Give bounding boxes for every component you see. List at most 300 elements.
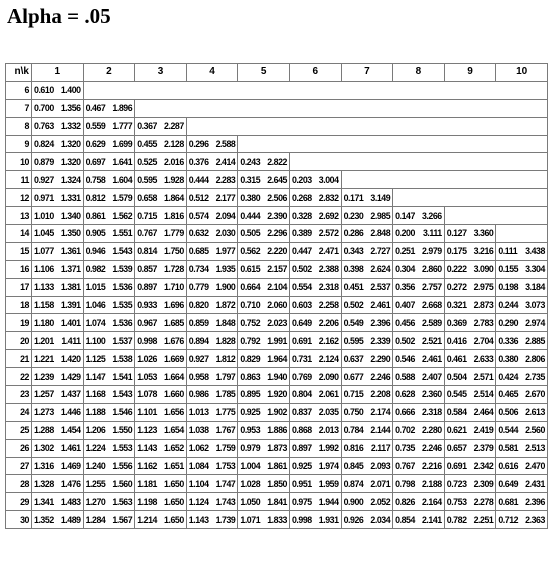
dl-value-cell: 1.270 [83,493,109,511]
empty-cell [315,153,341,171]
dl-value-cell: 0.685 [186,242,212,260]
dl-value-cell: 1.255 [83,475,109,493]
dl-value-cell: 0.465 [496,386,522,404]
table-row [6,332,548,350]
du-value-cell: 2.071 [367,475,393,493]
empty-cell [186,81,212,99]
empty-cell [264,81,290,99]
du-value-cell: 1.411 [57,332,83,350]
du-value-cell: 2.832 [315,189,341,207]
dl-value-cell: 1.158 [32,296,58,314]
dl-value-cell: 0.628 [393,386,419,404]
du-value-cell: 2.251 [470,511,496,529]
n-value-cell: 26 [6,439,32,457]
dl-value-cell: 0.502 [289,260,315,278]
empty-cell [418,171,444,189]
dl-value-cell: 0.272 [444,278,470,296]
dl-value-cell: 0.933 [135,296,161,314]
dl-value-cell: 0.447 [289,242,315,260]
du-value-cell: 2.339 [367,332,393,350]
n-value-cell: 15 [6,242,32,260]
dl-value-cell: 0.677 [341,368,367,386]
dl-value-cell: 0.753 [444,493,470,511]
du-value-cell: 1.775 [212,403,238,421]
empty-cell [496,81,522,99]
du-value-cell: 1.896 [109,99,135,117]
du-value-cell: 2.246 [418,439,444,457]
dl-value-cell: 0.407 [393,296,419,314]
du-value-cell: 1.759 [212,439,238,457]
du-value-cell: 1.747 [212,475,238,493]
du-value-cell: 2.141 [418,511,444,529]
dl-value-cell: 0.731 [289,350,315,368]
du-value-cell: 1.361 [57,242,83,260]
du-value-cell: 2.188 [418,475,444,493]
empty-cell [315,135,341,153]
empty-cell [470,81,496,99]
dl-value-cell: 0.616 [496,457,522,475]
du-value-cell: 3.090 [470,260,496,278]
empty-cell [444,207,470,225]
dl-value-cell: 0.798 [393,475,419,493]
empty-cell [341,117,367,135]
dl-value-cell: 0.380 [238,189,264,207]
table-row [6,457,548,475]
dl-value-cell: 0.603 [289,296,315,314]
empty-cell [160,81,186,99]
dl-value-cell: 0.814 [135,242,161,260]
dl-value-cell: 0.525 [135,153,161,171]
empty-cell [470,117,496,135]
du-value-cell: 1.944 [315,493,341,511]
dl-value-cell: 0.544 [496,421,522,439]
n-value-cell: 11 [6,171,32,189]
n-value-cell: 25 [6,421,32,439]
du-value-cell: 1.739 [212,511,238,529]
du-value-cell: 2.124 [315,350,341,368]
dl-value-cell: 0.467 [83,99,109,117]
table-row [6,207,548,225]
du-value-cell: 2.034 [367,511,393,529]
dl-value-cell: 0.649 [496,475,522,493]
empty-cell [135,99,161,117]
du-value-cell: 2.280 [418,421,444,439]
du-value-cell: 1.750 [160,242,186,260]
du-value-cell: 1.664 [160,368,186,386]
dl-value-cell: 0.812 [83,189,109,207]
empty-cell [341,99,367,117]
n-value-cell: 14 [6,225,32,243]
table-row [6,278,548,296]
empty-cell [264,135,290,153]
n-value-cell: 28 [6,475,32,493]
du-value-cell: 1.991 [264,332,290,350]
dl-value-cell: 0.905 [83,225,109,243]
du-value-cell: 2.521 [418,332,444,350]
du-value-cell: 2.216 [418,457,444,475]
du-value-cell: 2.560 [522,421,548,439]
table-row [6,350,548,368]
dl-value-cell: 0.398 [341,260,367,278]
dl-value-cell: 0.975 [289,493,315,511]
du-value-cell: 2.396 [367,314,393,332]
dl-value-cell: 1.078 [135,386,161,404]
dl-value-cell: 0.505 [238,225,264,243]
du-value-cell: 1.539 [109,260,135,278]
dl-value-cell: 1.257 [32,386,58,404]
empty-cell [393,189,419,207]
n-value-cell: 19 [6,314,32,332]
empty-cell [522,117,548,135]
dl-value-cell: 1.198 [135,493,161,511]
du-value-cell: 1.676 [160,332,186,350]
du-value-cell: 1.850 [264,475,290,493]
empty-cell [367,153,393,171]
dl-value-cell: 0.380 [496,350,522,368]
du-value-cell: 2.572 [315,225,341,243]
empty-cell [315,81,341,99]
empty-cell [470,135,496,153]
corner-header: n\k [6,64,32,82]
du-value-cell: 1.650 [160,511,186,529]
dl-value-cell: 0.752 [238,314,264,332]
dl-value-cell: 1.143 [135,439,161,457]
table-row [6,99,548,117]
dl-value-cell: 0.251 [393,242,419,260]
du-value-cell: 2.633 [470,350,496,368]
table-row [6,171,548,189]
du-value-cell: 2.283 [212,171,238,189]
dl-value-cell: 0.615 [238,260,264,278]
dl-value-cell: 0.986 [186,386,212,404]
table-row [6,81,548,99]
dl-value-cell: 1.273 [32,403,58,421]
empty-cell [341,153,367,171]
du-value-cell: 1.476 [57,475,83,493]
empty-cell [470,99,496,117]
n-value-cell: 22 [6,368,32,386]
du-value-cell: 1.974 [315,457,341,475]
du-value-cell: 2.975 [470,278,496,296]
du-value-cell: 1.833 [264,511,290,529]
dl-value-cell: 1.284 [83,511,109,529]
du-value-cell: 2.431 [522,475,548,493]
dl-value-cell: 0.504 [444,368,470,386]
dl-value-cell: 0.376 [186,153,212,171]
dl-value-cell: 0.286 [341,225,367,243]
empty-cell [444,153,470,171]
empty-cell [418,117,444,135]
empty-cell [522,81,548,99]
empty-cell [393,135,419,153]
du-value-cell: 1.828 [212,332,238,350]
table-row [6,135,548,153]
dl-value-cell: 0.874 [341,475,367,493]
dl-value-cell: 1.188 [83,403,109,421]
empty-cell [418,153,444,171]
empty-cell [109,81,135,99]
dl-value-cell: 0.549 [341,314,367,332]
empty-cell [496,207,522,225]
du-value-cell: 2.407 [418,368,444,386]
empty-cell [444,135,470,153]
du-value-cell: 2.860 [418,260,444,278]
dl-value-cell: 1.125 [83,350,109,368]
dl-value-cell: 0.546 [393,350,419,368]
du-value-cell: 2.645 [264,171,290,189]
dl-value-cell: 0.691 [444,457,470,475]
empty-cell [496,189,522,207]
dl-value-cell: 0.769 [289,368,315,386]
empty-cell [522,225,548,243]
critical-values-table-container [5,63,547,529]
du-value-cell: 1.446 [57,403,83,421]
du-value-cell: 2.735 [522,368,548,386]
dl-value-cell: 1.224 [83,439,109,457]
k-header: 1 [32,64,84,82]
dl-value-cell: 0.198 [496,278,522,296]
du-value-cell: 1.550 [109,421,135,439]
dl-value-cell: 0.502 [341,296,367,314]
k-header: 10 [496,64,548,82]
n-value-cell: 30 [6,511,32,529]
du-value-cell: 2.094 [212,207,238,225]
dl-value-cell: 0.244 [496,296,522,314]
k-header: 8 [393,64,445,82]
du-value-cell: 1.437 [57,386,83,404]
du-value-cell: 1.767 [212,421,238,439]
dl-value-cell: 0.998 [289,511,315,529]
du-value-cell: 1.785 [212,386,238,404]
du-value-cell: 1.931 [315,511,341,529]
dl-value-cell: 0.336 [496,332,522,350]
dl-value-cell: 1.045 [32,225,58,243]
dl-value-cell: 0.304 [393,260,419,278]
dl-value-cell: 1.124 [186,493,212,511]
dl-value-cell: 0.715 [341,386,367,404]
du-value-cell: 1.928 [160,171,186,189]
empty-cell [444,117,470,135]
dl-value-cell: 1.053 [135,368,161,386]
du-value-cell: 2.470 [522,457,548,475]
du-value-cell: 2.704 [470,332,496,350]
dl-value-cell: 1.101 [135,403,161,421]
dl-value-cell: 0.946 [83,242,109,260]
table-row [6,439,548,457]
dl-value-cell: 1.071 [238,511,264,529]
table-row [6,296,548,314]
du-value-cell: 1.652 [160,439,186,457]
dl-value-cell: 1.133 [32,278,58,296]
du-value-cell: 2.537 [367,278,393,296]
dl-value-cell: 0.820 [186,296,212,314]
du-value-cell: 1.696 [160,296,186,314]
table-row [6,475,548,493]
dl-value-cell: 0.925 [289,457,315,475]
empty-cell [186,99,212,117]
du-value-cell: 2.848 [367,225,393,243]
empty-cell [264,117,290,135]
dl-value-cell: 0.927 [186,350,212,368]
empty-cell [238,81,264,99]
dl-value-cell: 0.243 [238,153,264,171]
du-value-cell: 1.753 [212,457,238,475]
n-value-cell: 8 [6,117,32,135]
dl-value-cell: 0.155 [496,260,522,278]
du-value-cell: 3.216 [470,242,496,260]
du-value-cell: 1.469 [57,457,83,475]
dl-value-cell: 1.143 [186,511,212,529]
du-value-cell: 1.841 [264,493,290,511]
dl-value-cell: 0.637 [341,350,367,368]
table-row [6,117,548,135]
dl-value-cell: 0.147 [393,207,419,225]
empty-cell [212,81,238,99]
dl-value-cell: 0.629 [83,135,109,153]
dl-value-cell: 0.826 [393,493,419,511]
dl-value-cell: 1.201 [32,332,58,350]
du-value-cell: 2.589 [418,314,444,332]
dl-value-cell: 1.038 [186,421,212,439]
du-value-cell: 1.536 [109,278,135,296]
empty-cell [367,171,393,189]
du-value-cell: 1.699 [109,135,135,153]
dl-value-cell: 1.050 [238,493,264,511]
du-value-cell: 1.728 [160,260,186,278]
dl-value-cell: 0.779 [186,278,212,296]
du-value-cell: 1.371 [57,260,83,278]
empty-cell [212,99,238,117]
dl-value-cell: 0.767 [393,457,419,475]
du-value-cell: 1.864 [160,189,186,207]
dl-value-cell: 1.147 [83,368,109,386]
du-value-cell: 2.419 [470,421,496,439]
du-value-cell: 2.471 [315,242,341,260]
empty-cell [393,171,419,189]
dl-value-cell: 1.206 [83,421,109,439]
du-value-cell: 2.979 [418,242,444,260]
du-value-cell: 2.885 [522,332,548,350]
du-value-cell: 1.563 [109,493,135,511]
du-value-cell: 1.332 [57,117,83,135]
k-header: 7 [341,64,393,82]
du-value-cell: 1.546 [109,403,135,421]
dl-value-cell: 0.588 [393,368,419,386]
du-value-cell: 1.650 [160,493,186,511]
du-value-cell: 2.873 [470,296,496,314]
du-value-cell: 1.797 [212,368,238,386]
n-value-cell: 12 [6,189,32,207]
du-value-cell: 2.023 [264,314,290,332]
du-value-cell: 3.149 [367,189,393,207]
dl-value-cell: 0.230 [341,207,367,225]
empty-cell [315,117,341,135]
dl-value-cell: 0.763 [32,117,58,135]
dl-value-cell: 1.013 [186,403,212,421]
du-value-cell: 1.660 [160,386,186,404]
dl-value-cell: 0.389 [289,225,315,243]
dl-value-cell: 1.239 [32,368,58,386]
du-value-cell: 2.164 [418,493,444,511]
du-value-cell: 1.391 [57,296,83,314]
du-value-cell: 1.381 [57,278,83,296]
table-row [6,493,548,511]
empty-cell [522,189,548,207]
du-value-cell: 1.935 [212,260,238,278]
dl-value-cell: 0.824 [32,135,58,153]
du-value-cell: 3.004 [315,171,341,189]
empty-cell [522,153,548,171]
dl-value-cell: 0.879 [32,153,58,171]
du-value-cell: 2.061 [315,386,341,404]
du-value-cell: 2.571 [470,368,496,386]
dl-value-cell: 0.750 [341,403,367,421]
du-value-cell: 2.461 [367,296,393,314]
dl-value-cell: 0.315 [238,171,264,189]
du-value-cell: 1.743 [212,493,238,511]
empty-cell [212,117,238,135]
du-value-cell: 2.128 [160,135,186,153]
dl-value-cell: 0.971 [32,189,58,207]
dl-value-cell: 0.734 [186,260,212,278]
dl-value-cell: 0.455 [135,135,161,153]
du-value-cell: 2.461 [418,350,444,368]
du-value-cell: 2.035 [315,403,341,421]
du-value-cell: 1.543 [109,242,135,260]
dl-value-cell: 0.837 [289,403,315,421]
dl-value-cell: 0.681 [496,493,522,511]
dl-value-cell: 0.702 [393,421,419,439]
dl-value-cell: 1.288 [32,421,58,439]
empty-cell [289,99,315,117]
dl-value-cell: 1.084 [186,457,212,475]
du-value-cell: 3.266 [418,207,444,225]
dl-value-cell: 0.268 [289,189,315,207]
empty-cell [341,135,367,153]
table-row [6,421,548,439]
du-value-cell: 2.390 [264,207,290,225]
empty-cell [238,117,264,135]
dl-value-cell: 0.621 [444,421,470,439]
dl-value-cell: 0.127 [444,225,470,243]
dl-value-cell: 1.100 [83,332,109,350]
empty-cell [341,171,367,189]
dl-value-cell: 1.168 [83,386,109,404]
dl-value-cell: 0.222 [444,260,470,278]
empty-cell [367,81,393,99]
du-value-cell: 2.506 [264,189,290,207]
dl-value-cell: 0.895 [238,386,264,404]
du-value-cell: 1.541 [109,368,135,386]
table-row [6,260,548,278]
table-body [6,81,548,528]
du-value-cell: 2.318 [418,403,444,421]
empty-cell [470,189,496,207]
k-header: 4 [186,64,238,82]
dl-value-cell: 0.958 [186,368,212,386]
dl-value-cell: 1.316 [32,457,58,475]
dl-value-cell: 0.506 [496,403,522,421]
du-value-cell: 1.340 [57,207,83,225]
du-value-cell: 1.992 [315,439,341,457]
dl-value-cell: 0.868 [289,421,315,439]
empty-cell [444,99,470,117]
du-value-cell: 1.920 [264,386,290,404]
du-value-cell: 1.562 [109,207,135,225]
empty-cell [367,99,393,117]
du-value-cell: 2.104 [264,278,290,296]
empty-cell [496,171,522,189]
